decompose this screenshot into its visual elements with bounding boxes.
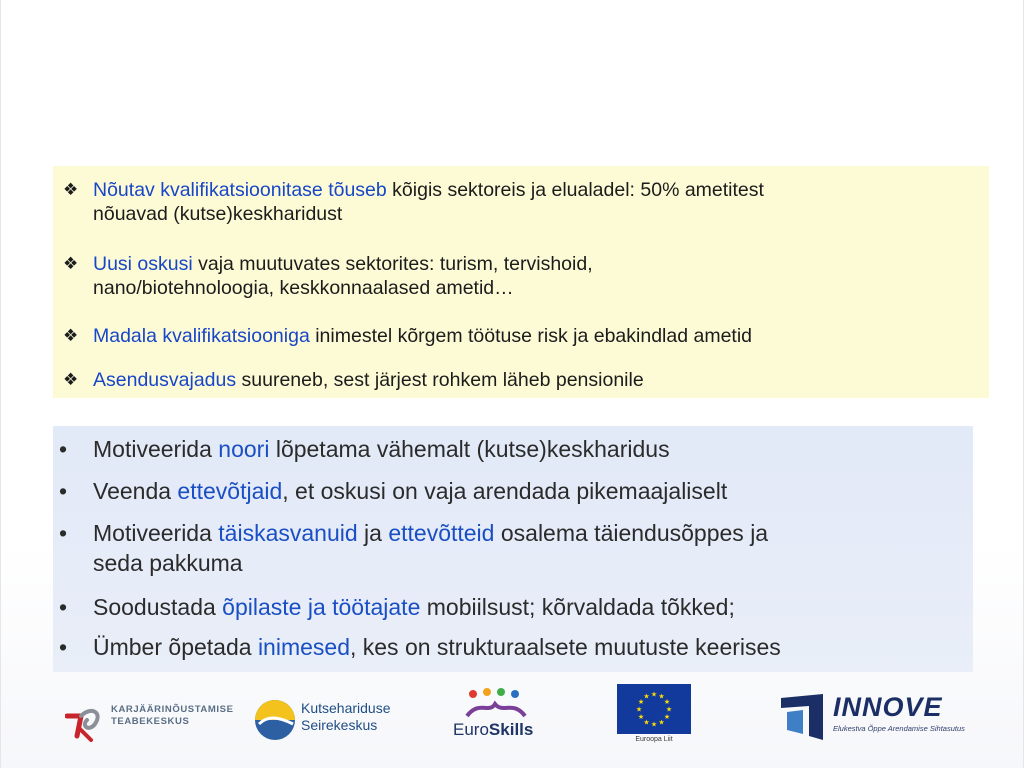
eu-star-icon: ★ <box>635 706 643 714</box>
body-text: lõpetama vähemalt (kutse)keskharidus <box>269 436 670 462</box>
highlight-text: Asendusvajadus <box>93 369 237 391</box>
bottom-bullet-5 <box>59 632 781 662</box>
eu-flag-icon <box>617 684 691 734</box>
body-text: vaja muutuvates sektorites: turism, tervishoid, <box>192 253 593 275</box>
highlight-text: Madala kvalifikatsiooniga <box>93 325 310 347</box>
innove-subtitle: Elukestva Õppe Arendamise Sihtasutus <box>833 724 965 733</box>
body-text: kõigis sektoreis ja elualadel: 50% ametitest <box>386 179 764 201</box>
karjaarinoustamise-logo-text: KARJÄÄRINÕUSTAMISE TEABEKESKUS <box>111 704 234 727</box>
diamond-bullet-icon: ❖ <box>63 180 79 199</box>
eu-star-icon: ★ <box>663 699 671 706</box>
dot-bullet-icon: • <box>59 594 68 620</box>
highlight-text: inimesed <box>257 634 350 660</box>
body-text-line2: nano/biotehnoloogia, keskkonnaalased ametid… <box>93 277 514 299</box>
innove-logo-icon <box>779 692 825 742</box>
body-text: Ümber õpetada <box>93 634 258 660</box>
eu-star-icon: ★ <box>650 691 658 699</box>
dot-bullet-icon: • <box>59 436 68 462</box>
eu-star-icon: ★ <box>637 714 645 721</box>
kutsehariduse-logo-text: Kutsehariduse Seirekeskus <box>301 700 391 733</box>
top-bullet-3 <box>63 324 752 348</box>
eu-star-icon: ★ <box>650 721 658 729</box>
body-text: Motiveerida <box>93 436 219 462</box>
top-bullet-2 <box>63 252 593 300</box>
eu-star-icon: ★ <box>643 693 650 701</box>
eu-star-icon: ★ <box>665 706 673 714</box>
dot-bullet-icon: • <box>59 634 68 660</box>
body-text: mobiilsust; kõrvaldada tõkked; <box>420 594 735 620</box>
eu-star-icon: ★ <box>637 699 645 706</box>
dot-bullet-icon: • <box>59 520 68 546</box>
eu-caption: Euroopa Liit <box>635 736 673 743</box>
diamond-bullet-icon: ❖ <box>63 254 79 273</box>
body-text: , kes on strukturaalsete muutuste keerises <box>349 634 781 660</box>
body-text: inimestel kõrgem töötuse risk ja ebakindlad ametid <box>309 325 753 347</box>
eu-star-icon: ★ <box>643 719 650 727</box>
body-text: ja <box>357 520 389 546</box>
dot-bullet-icon: • <box>59 478 68 504</box>
body-text: Soodustada <box>93 594 223 620</box>
bottom-text-box <box>53 426 973 672</box>
body-text: suureneb, sest järjest rohkem läheb pensionile <box>236 369 644 391</box>
diamond-bullet-icon: ❖ <box>63 326 79 345</box>
logos-row <box>1 680 1024 768</box>
bottom-bullet-4 <box>59 592 735 622</box>
eu-star-icon: ★ <box>658 719 665 727</box>
highlight-text: Nõutav kvalifikatsioonitase tõuseb <box>93 179 387 201</box>
highlight-text: täiskasvanuid <box>218 520 358 546</box>
body-text: , et oskusi on vaja arendada pikemaajaliselt <box>282 478 728 504</box>
body-text-line2: nõuavad (kutse)keskharidust <box>93 203 343 225</box>
top-bullet-4 <box>63 368 644 392</box>
bottom-bullet-1 <box>59 434 670 464</box>
highlight-text: noori <box>218 436 270 462</box>
body-text-line2: seda pakkuma <box>93 550 243 576</box>
top-bullet-1 <box>63 178 764 226</box>
euroskills-logo-text: EuroSkills <box>453 720 534 739</box>
bottom-bullet-3 <box>59 518 768 578</box>
innove-logo-text: INNOVE <box>833 692 943 722</box>
eu-star-icon: ★ <box>663 714 671 721</box>
highlight-text: ettevõtjaid <box>177 478 283 504</box>
eu-star-icon: ★ <box>658 693 665 701</box>
highlight-text: õpilaste ja töötajate <box>222 594 421 620</box>
bottom-bullet-2 <box>59 476 727 506</box>
highlight-text: Uusi oskusi <box>93 253 193 275</box>
diamond-bullet-icon: ❖ <box>63 370 79 389</box>
body-text: Motiveerida <box>93 520 219 546</box>
euroskills-logo-icon <box>459 686 531 722</box>
top-text-box <box>53 166 989 398</box>
karjaarinoustamise-logo-icon <box>65 702 105 742</box>
highlight-text: ettevõtteid <box>388 520 495 546</box>
kutsehariduse-logo-icon <box>253 698 297 742</box>
body-text: osalema täiendusõppes ja <box>494 520 769 546</box>
body-text: Veenda <box>93 478 178 504</box>
